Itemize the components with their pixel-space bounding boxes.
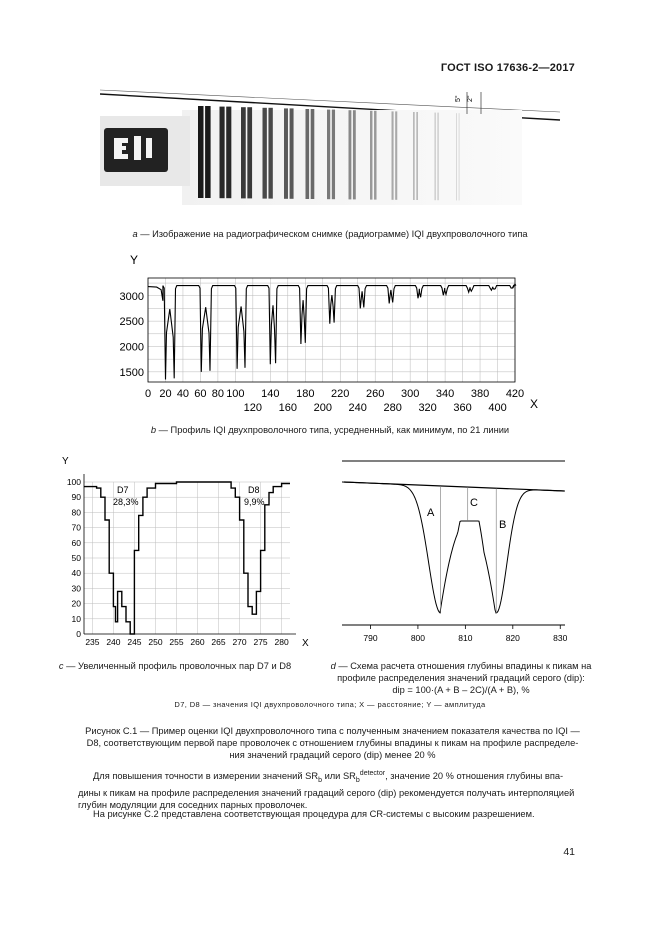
x-tick: 800 [410,633,426,643]
x-tick: 265 [211,637,226,647]
x-tick: 235 [85,637,100,647]
y-tick: 60 [71,537,81,548]
x-tick: 280 [274,637,289,647]
x-tick: 245 [127,637,142,647]
wire [392,111,394,199]
wire [220,107,225,199]
y-tick: 20 [71,598,81,609]
x-tick: 250 [148,637,163,647]
x-tick: 260 [190,637,205,647]
wire [226,107,231,199]
wire [437,113,438,201]
wire [435,113,436,201]
y-tick: 100 [66,477,81,487]
x-tick: 80 [211,388,225,400]
profile-chart-b [100,248,560,416]
wire [306,109,310,199]
annotation-d7-name: D7 [117,485,129,495]
x-tick: 40 [176,388,190,400]
x-tick: 240 [348,402,367,414]
wire [205,106,211,198]
wire [456,113,457,200]
x-tick: 255 [169,637,184,647]
y-tick: 90 [71,492,81,503]
chart-b-ticks [120,291,525,414]
x-tick: 180 [296,388,315,400]
x-tick: 240 [106,637,121,647]
x-tick: 360 [453,402,472,414]
x-tick: 120 [243,402,263,414]
label-a: A [427,507,435,519]
dip-schematic-d [340,455,570,651]
y-tick: 50 [71,553,81,563]
caption-d: d — Схема расчета отношения глубины впадины к пикам на профиле распределения значений градаций серого (dip): dip = 100·(A + B – 2C)/(A + B), % [330,661,592,695]
y-tick: 80 [71,507,81,518]
x-tick: 200 [313,402,332,414]
wire [332,110,335,200]
wire [247,107,252,198]
x-tick: 0 [144,388,152,400]
y-tick: 2500 [119,316,144,329]
radiograph-image [100,88,570,210]
legend-note: D7, D8 — значения IQI двухпроволочного типа; X — расстояние; Y — амплитуда [174,700,486,709]
y-tick: 2000 [119,341,144,354]
y-tick: 1500 [119,366,144,379]
body-paragraph-1: Для повышения точности в измерении значений $SR_b$ или $SR_b^{detector}$, значение 20 % отношения глубины впа- дины к пикам на профиле распределения значений градаций серого (dip) рекомендуется получать интерполяцией глубин модуляции для соседних парных проволочек. [78,770,575,810]
caption-a: а — Изображение на радиографическом снимке (радиограмме) IQI двухпроволочного типа [132,229,528,239]
x-tick: 280 [383,402,402,414]
wire [311,109,315,199]
y-tick: 70 [71,522,81,533]
wire [370,111,372,200]
wire [374,111,376,200]
wire [395,111,397,199]
annotation-d8-value: 9,9% [244,497,265,507]
y-tick: 30 [71,583,81,594]
x-tick: 160 [278,402,297,414]
chart-b-frame [148,278,515,382]
angle-label-2: 2° [467,95,474,102]
y-tick: 0 [76,629,81,639]
wire [198,106,204,198]
annotation-d7-value: 28,3% [113,497,139,507]
label-c: C [470,497,478,509]
x-tick: 220 [331,388,350,400]
y-tick: 10 [71,613,81,624]
wire [263,108,267,199]
wire [459,113,460,200]
x-tick: 260 [366,388,385,400]
caption-c: с — Увеличенный профиль проволочных пар D7 и D8 [58,661,292,671]
standard-header: ГОСТ ISO 17636-2—2017 [440,62,575,74]
label-b: B [499,519,507,531]
wire [413,112,415,200]
wire [353,110,356,199]
chart-d-ticks [363,625,567,643]
x-tick: 60 [194,388,207,400]
body-paragraph-2: На рисунке С.2 представлена соответствующая процедура для CR-системы с высоким разрешением. [93,809,535,819]
film-background [182,110,522,205]
x-tick: 300 [400,388,420,400]
x-tick: 810 [458,633,473,643]
x-tick: 790 [363,633,378,643]
x-tick: 275 [253,637,268,647]
wire [241,107,246,198]
x-tick: 830 [553,633,568,643]
x-tick: 420 [505,388,525,400]
wire [284,108,288,198]
chart-c-xlabel: X [302,638,309,648]
x-tick: 400 [488,402,507,414]
angle-label-5: 5° [455,95,462,102]
x-tick: 270 [232,637,247,647]
x-tick: 140 [261,388,280,400]
caption-b: b — Профиль IQI двухпроволочного типа, усредненный, как минимум, по 21 линии [150,425,510,435]
chart-b-xlabel: X [530,397,539,411]
figure-caption: Рисунок С.1 — Пример оценки IQI двухпроволочного типа с полученным значением показателя качества по IQI — D8, соответствующим первой паре проволочек с отношением глубины впадины к пикам на профиле распределе- ния значений градаций серого (dip) менее 20 % [85,726,580,760]
reference-line-lower [100,90,560,112]
wire [416,112,418,200]
x-tick: 320 [418,402,437,414]
chart-b-profile-line [148,284,516,379]
wire [268,108,272,199]
wire [349,110,352,199]
chart-c-ylabel: Y [62,456,69,467]
chart-d-profile-line [342,482,565,613]
page-number: 41 [563,846,575,858]
x-tick: 340 [435,388,455,400]
y-tick: 3000 [119,290,144,303]
x-tick: 100 [226,388,245,400]
zoom-profile-chart-c [62,452,322,648]
annotation-d8-name: D8 [248,485,260,495]
y-tick: 40 [71,568,81,579]
x-tick: 20 [159,388,172,400]
chart-b-ylabel: Y [130,253,139,267]
chart-b-grid [148,278,515,382]
wire [327,110,330,200]
wire [290,108,294,198]
x-tick: 820 [505,633,520,643]
x-tick: 380 [470,388,490,400]
